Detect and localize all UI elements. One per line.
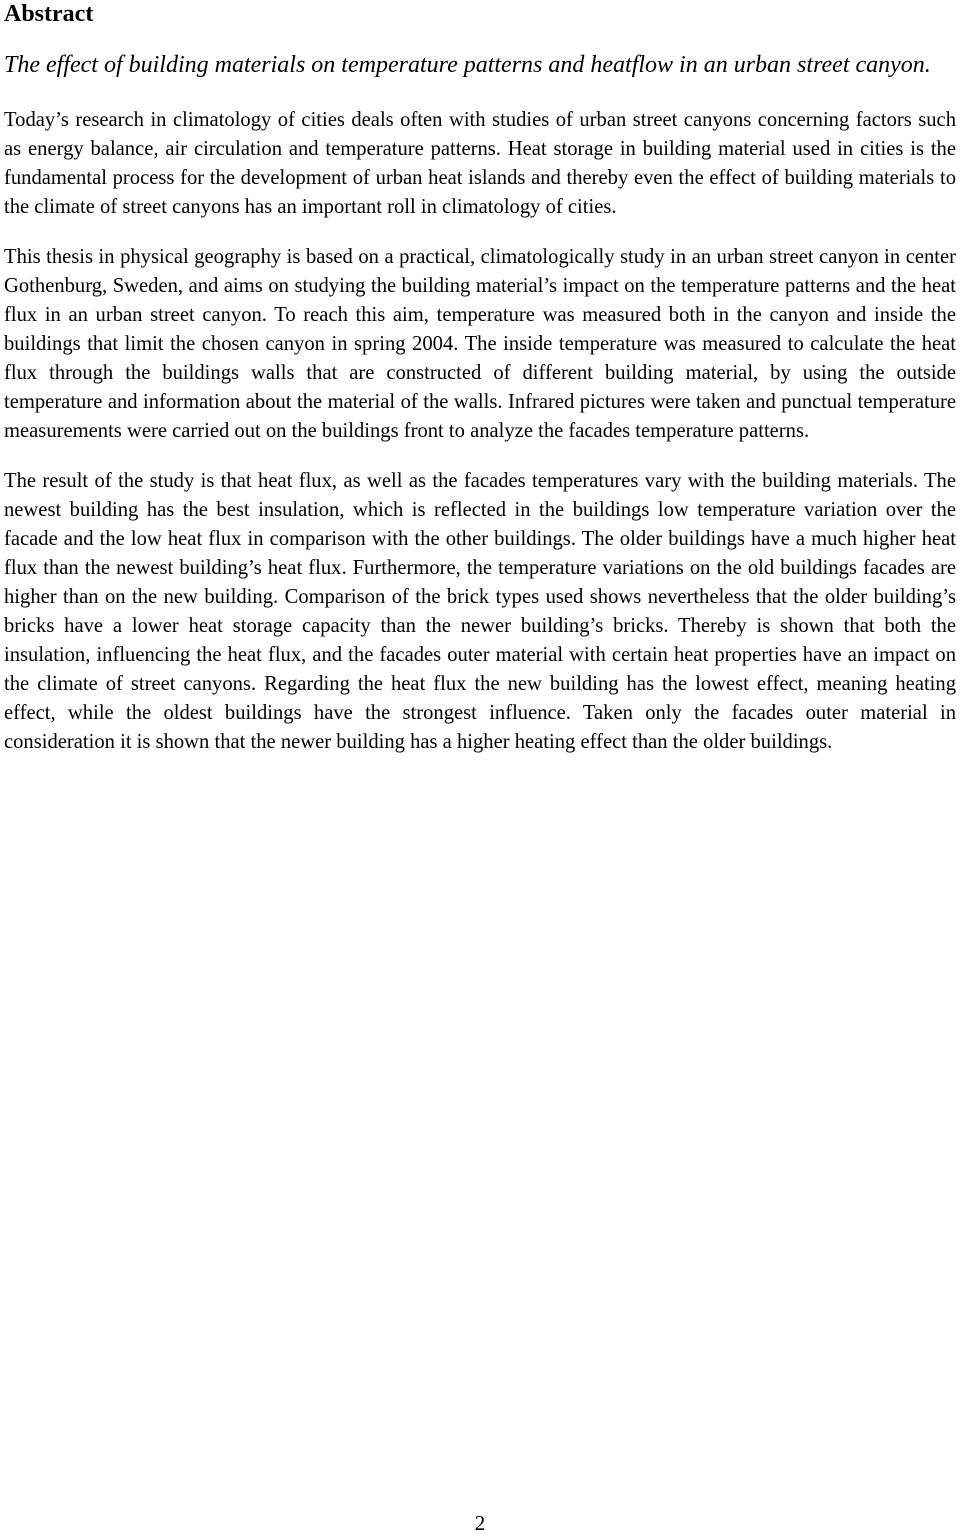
thesis-title: The effect of building materials on temperature patterns and heatflow in an urban street canyon. bbox=[4, 52, 931, 78]
page-number: 2 bbox=[474, 1511, 486, 1535]
abstract-paragraph-2: This thesis in physical geography is based on a practical, climatologically study in an urban street canyon in center Gothenburg, Sweden, and aims on studying the building material’s impact on the temperature patterns and the heat flux in an urban street canyon. To reach this aim, temperature was measured both in the canyon and inside the buildings that limit the chosen canyon in spring 2004. The inside temperature was measured to calculate the heat flux through the buildings walls that are constructed of different building material, by using the outside temperature and information about the material of the walls. Infrared pictures were taken and punctual temperature measurements were carried out on the buildings front to analyze the facades temperature patterns. bbox=[4, 246, 956, 442]
abstract-heading: Abstract bbox=[4, 1, 94, 27]
document-page bbox=[4, 0, 956, 757]
abstract-paragraph-3: The result of the study is that heat flux, as well as the facades temperatures vary with the building materials. The newest building has the best insulation, which is reflected in the buildings low temperature variation over the facade and the low heat flux in comparison with the other buildings. The older buildings have a much higher heat flux than the newest building’s heat flux. Furthermore, the temperature variations on the old buildings facades are higher than on the new building. Comparison of the brick types used shows nevertheless that the older building’s bricks have a lower heat storage capacity than the newer building’s bricks. Thereby is shown that both the insulation, influencing the heat flux, and the facades outer material with certain heat properties have an impact on the climate of street canyons. Regarding the heat flux the new building has the lowest effect, meaning heating effect, while the oldest buildings have the strongest influence. Taken only the facades outer material in consideration it is shown that the newer building has a higher heating effect than the older buildings. bbox=[4, 470, 956, 753]
abstract-paragraph-1: Today’s research in climatology of cities deals often with studies of urban street canyons concerning factors such as energy balance, air circulation and temperature patterns. Heat storage in building material used in cities is the fundamental process for the development of urban heat islands and thereby even the effect of building materials to the climate of street canyons has an important roll in climatology of cities. bbox=[4, 109, 956, 218]
